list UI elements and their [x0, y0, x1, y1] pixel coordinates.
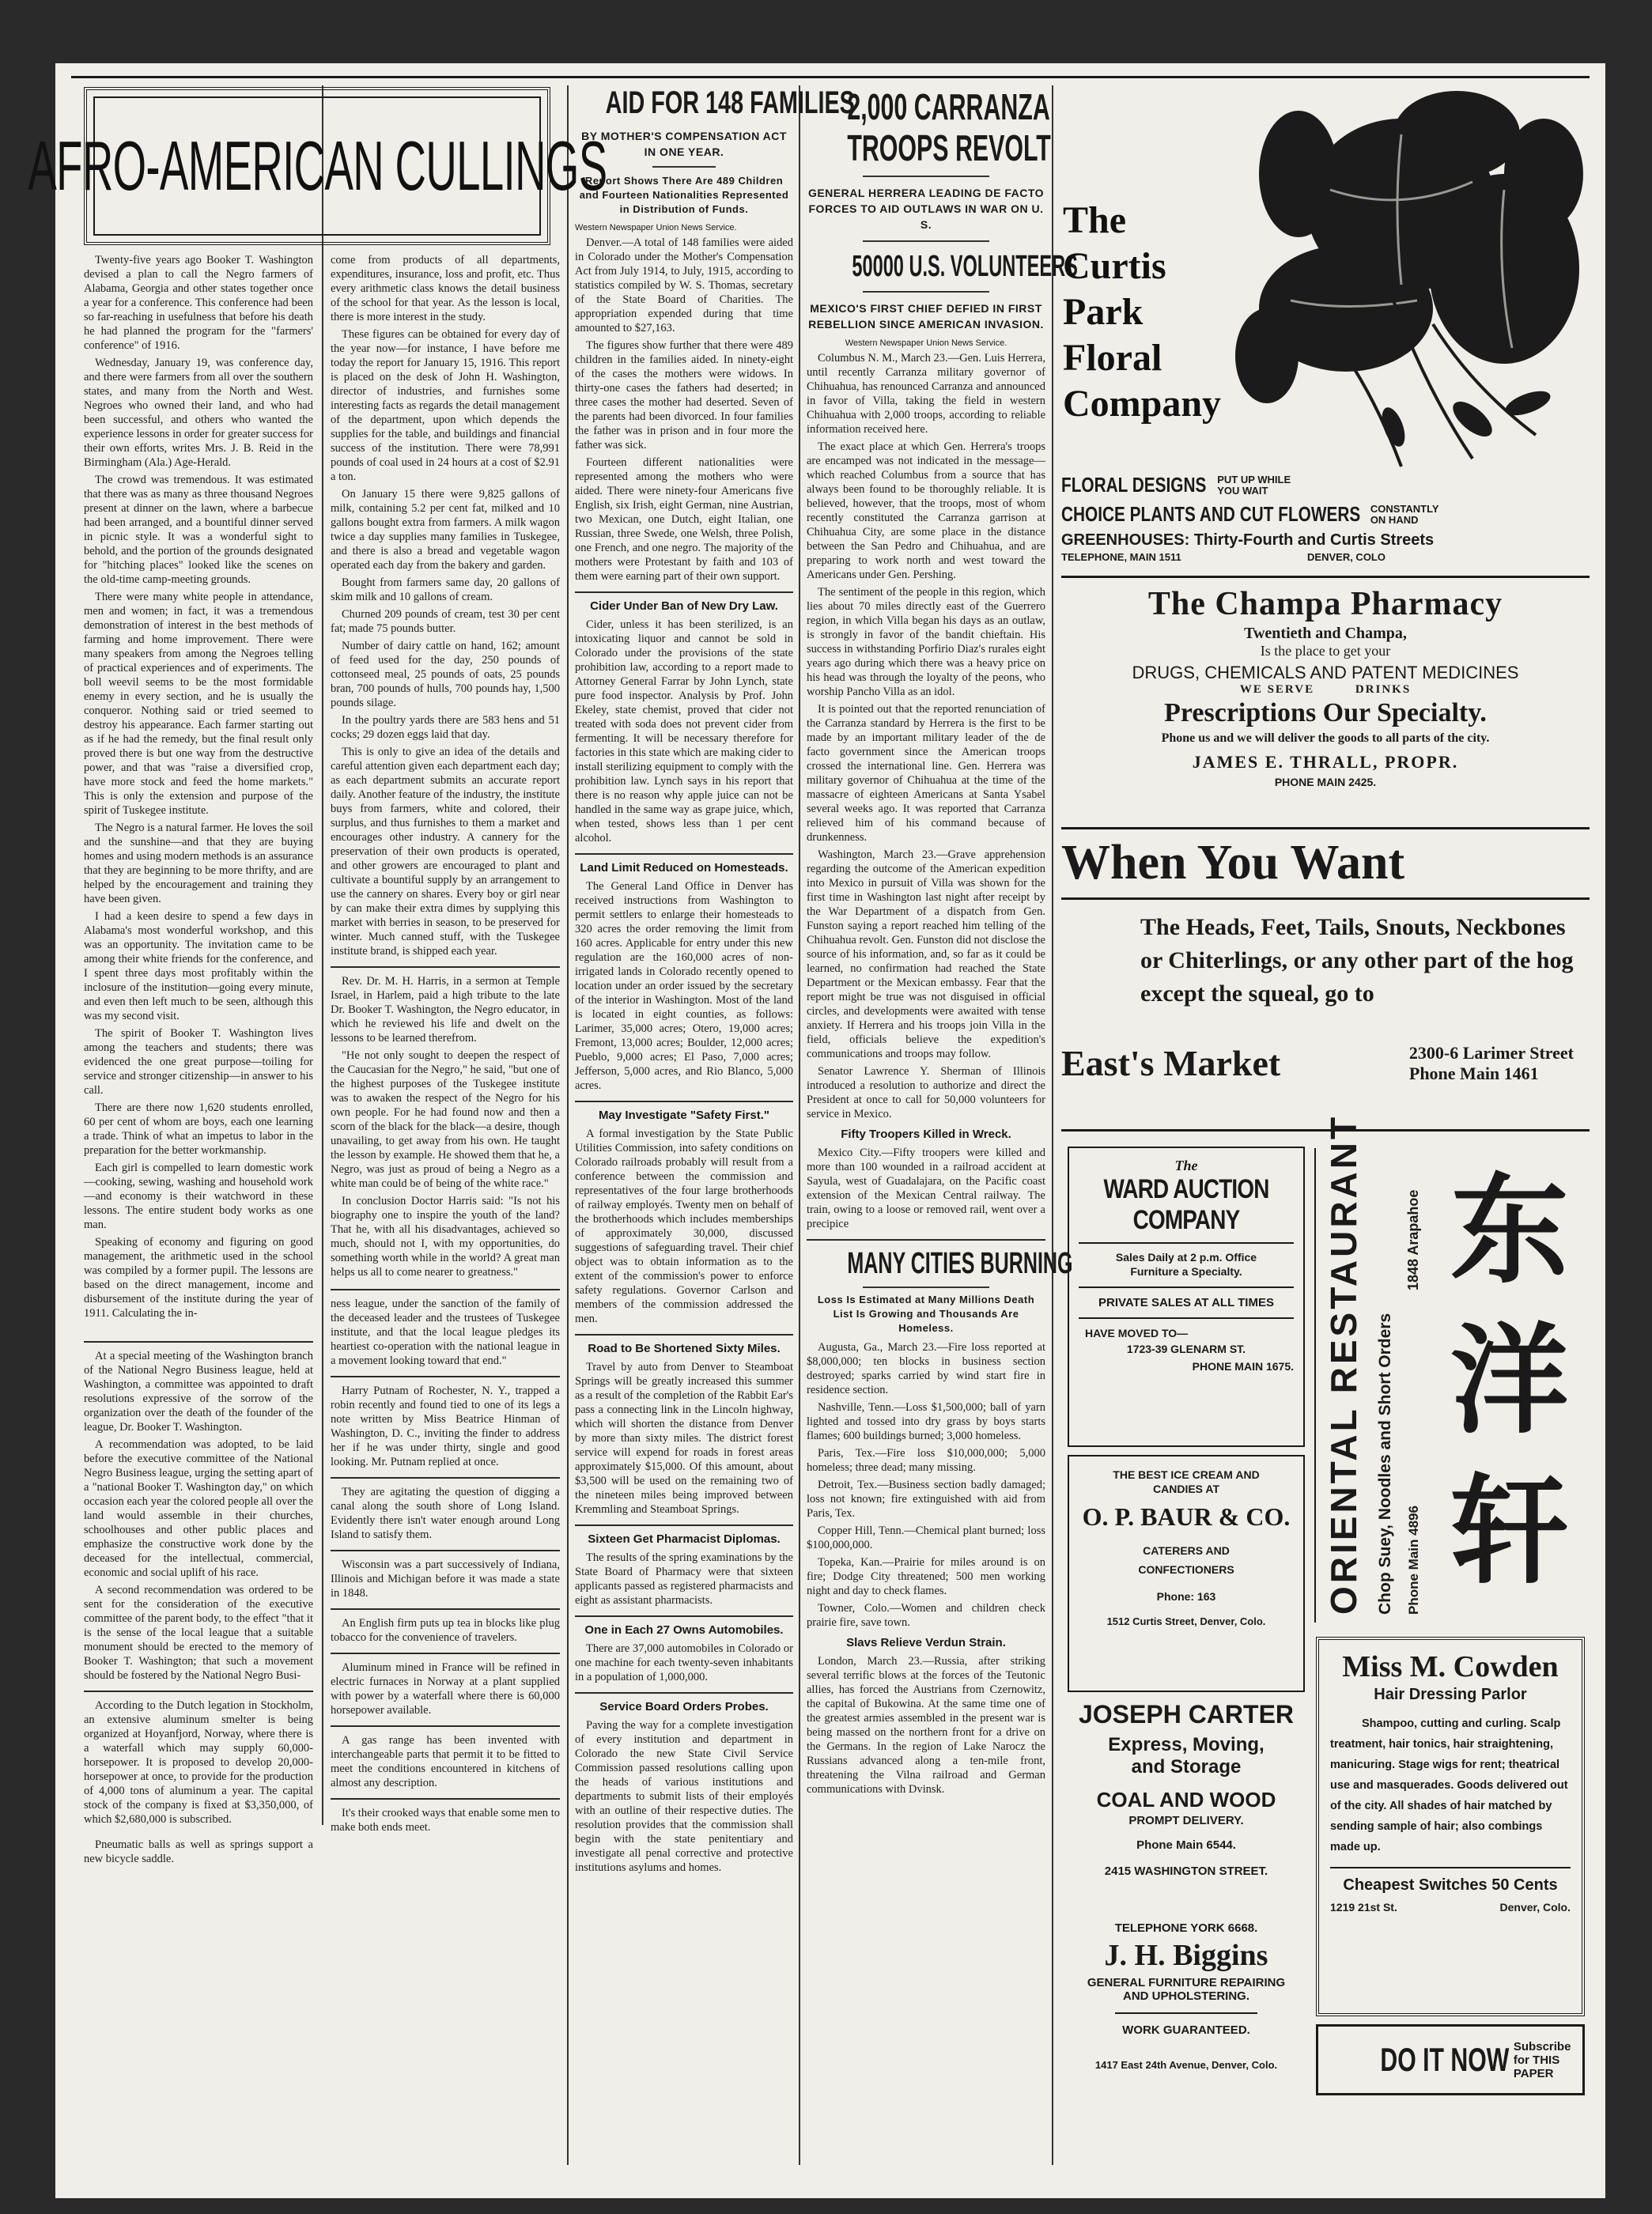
ad-line: CONFECTIONERS — [1138, 1563, 1234, 1576]
article-paragraph: The results of the spring examinations by the State Board of Pharmacy were that sixteen applicants passed as registered pharmacists and eight as assistant pharmacists. — [575, 1551, 793, 1607]
divider — [331, 1289, 560, 1290]
divider — [1061, 576, 1590, 578]
section-subhead: Sixteen Get Pharmacist Diplomas. — [588, 1532, 781, 1546]
ad-chinese-glyph: 东 — [1450, 1162, 1569, 1300]
credit-line: Western Newspaper Union News Service. — [845, 338, 1007, 348]
ad-do-it-now — [1316, 2024, 1585, 2095]
article-paragraph: They are agitating the question of digging a canal along the south shore of Long Island. Evidently there isn't water enough around Long Island to satisfy them. — [331, 1486, 560, 1541]
divider — [575, 1615, 793, 1617]
article-paragraph: The spirit of Booker T. Washington lives among the teachers and students; there was evidenced the one great purpose—toiling for service and stronger citizenship—in answer to his call. — [84, 1027, 313, 1097]
section-subhead: Service Board Orders Probes. — [599, 1700, 769, 1713]
article-paragraph: Paris, Tex.—Fire loss $10,000,000; 5,000 homeless; three dead; many missing. — [807, 1447, 1045, 1474]
ad-oriental-restaurant — [1314, 1113, 1590, 1623]
ad-line: PRIVATE SALES AT ALL TIMES — [1098, 1296, 1274, 1309]
ad-specialty: Prescriptions Our Specialty. — [1164, 698, 1487, 727]
article-paragraph: Paving the way for a complete investigation of every institution and department in Colorado the new State Civil Service Commission passed resolutions calling upon the heads of various institutions and departments to submit lists of their employés with an outline of their respective duties. The resolution provides that the commission shall begin with the state penitentiary and investigate all penal corrective and protective institutions asylums and homes. — [575, 1719, 793, 1874]
ad-price: Cheapest Switches 50 Cents — [1343, 1876, 1558, 1894]
section-subhead: Land Limit Reduced on Homesteads. — [580, 861, 788, 875]
headline-wrap — [575, 85, 855, 123]
article-paragraph: In the poultry yards there are 583 hens and 51 cocks; 29 dozen eggs laid that day. — [331, 714, 560, 741]
ad-jh-biggins — [1068, 1921, 1305, 2127]
article-paragraph: There are 37,000 automobiles in Colorado or one machine for each twenty-seven inhabitants in a population of 1,000,000. — [575, 1642, 793, 1683]
article-paragraph: Senator Lawrence Y. Sherman of Illinois introduced a resolution to authorize and direct the President at once to call for 50,000 volunteers for service in Mexico. — [807, 1065, 1045, 1120]
divider — [331, 1798, 560, 1800]
article-paragraph: Detroit, Tex.—Business section badly damaged; loss not known; fire extinguished with aid from Paris, Tex. — [807, 1479, 1045, 1520]
article-paragraph: There are there now 1,620 students enrolled, 60 per cent of whom are boys, each one learning a trade. Think of what an impetus to labor in the preparation for the better workmanship. — [84, 1101, 313, 1157]
ad-menu: Chop Suey, Noodles and Short Orders — [1376, 1313, 1394, 1615]
article-paragraph: It's their crooked ways that enable some men to make both ends meet. — [331, 1807, 560, 1834]
headline: MANY CITIES BURNING — [847, 1247, 1073, 1280]
ad-greenhouses: GREENHOUSES: Thirty-Fourth and Curtis Streets — [1061, 531, 1435, 549]
ad-phone: PHONE MAIN 1675. — [1192, 1360, 1294, 1373]
article-paragraph: The crowd was tremendous. It was estimated that there was as many as three thousand Negroes present at dinner on the lawn, where a barbecue had been arranged, and a bountiful dinner served in picnic style. It was a wonderful sight to behold, and the portion of the grounds designated for "hitching places" looked like the scenes on the old-time camp-meeting grounds. — [84, 474, 313, 586]
article-paragraph: A second recommendation was ordered to be sent for the consideration of the executive committee of the parent body, to the effect "that it is the sense of the local league that a suitable monument should be erected to the memory of Booker T. Washington; that such a movement should be fostered by the National Negro Busi- — [84, 1584, 313, 1682]
article-paragraph: In conclusion Doctor Harris said: "Is not his biography one to inspire the youth of the land? That he, with all his disadvantages, achieved so much, should not I, with my opportunities, do something worth while in the world? A great man helps us all to come nearer to greatness." — [331, 1195, 560, 1279]
article-paragraph: Each girl is compelled to learn domestic work—cooking, sewing, washing and household work—and economy is their watchword in these lessons. The entire student body works as one man. — [84, 1162, 313, 1231]
divider — [331, 1550, 560, 1551]
subheadline: GENERAL HERRERA LEADING DE FACTO FORCES TO AID OUTLAWS IN WAR ON U. S. — [807, 187, 1045, 231]
column-2 — [331, 253, 560, 2198]
ad-city: Denver, Colo. — [1499, 1901, 1571, 1914]
column-4 — [807, 85, 1078, 2198]
ad-line: Sales Daily at 2 p.m. Office Furniture a Specialty. — [1115, 1251, 1257, 1278]
ad-champa-pharmacy — [1061, 585, 1590, 822]
ad-small-text: PUT UP WHILE — [1217, 473, 1291, 485]
ad-floral-designs: FLORAL DESIGNS — [1061, 473, 1207, 497]
article-paragraph: Denver.—A total of 148 families were aided in Colorado under the Mother's Compensation Act from July 1914, to July, 1915, according to statistics compiled by W. S. Thomas, secretary of the State Board of Charities. The appropriation expended during that time amounted to $27,163. — [575, 236, 793, 334]
column-3 — [575, 85, 855, 2198]
ad-do-it-now-small: for THIS — [1513, 2053, 1560, 2067]
ad-name-line: Curtis — [1063, 245, 1166, 287]
article-paragraph: On January 15 there were 9,825 gallons of milk, containing 5.2 per cent fat, milked and 10 gallons bought extra from farmers. A milk wagon twice a day supplies many families in Tuskegee, and there is also a bread and vegetable wagon operated each day from the bakery and garden. — [331, 488, 560, 572]
article-paragraph: An English firm puts up tea in blocks like plug tobacco for the convenience of travelers. — [331, 1617, 560, 1644]
ad-address: 1512 Curtis Street, Denver, Colo. — [1106, 1615, 1266, 1627]
column-1 — [84, 253, 313, 2198]
article-paragraph: Pneumatic balls as well as springs support a new bicycle saddle. — [84, 1838, 313, 1865]
ad-line: THE BEST ICE CREAM AND CANDIES AT — [1113, 1468, 1260, 1495]
ad-small-text: CONSTANTLY — [1370, 502, 1439, 515]
ad-subtitle: Hair Dressing Parlor — [1374, 1686, 1527, 1703]
article-paragraph: Churned 209 pounds of cream, test 30 per cent fat; made 75 pounds butter. — [331, 608, 560, 635]
headline-wrap — [807, 127, 1051, 171]
article-paragraph: Topeka, Kan.—Prairie for miles around is on fire; Dodge City threatened; 500 men working night and day to check flames. — [807, 1556, 1045, 1597]
ad-title: J. H. Biggins — [1104, 1939, 1268, 1972]
subheadline: Loss Is Estimated at Many Millions Death List Is Growing and Thousands Are Homeless. — [817, 1294, 1035, 1334]
divider — [863, 240, 989, 242]
ad-line: Express, Moving, — [1108, 1734, 1265, 1755]
headline: AID FOR 148 FAMILIES — [605, 85, 855, 120]
article-paragraph: Washington, March 23.—Grave apprehension regarding the outcome of the American expedition into Mexico in pursuit of Villa was shown for the first time in Washington last night after receipt by the War Department of a dispatch from Gen. Funston saying a report reached him telling of the Chihuahua revolt. Gen. Funston did not disclose the source of his information, and, so far as it could be learned, no confirmation had reached the State Department or the Mexican embassy. Fear that the report might be true was not disguised in official circles, and developments were awaited with tense anxiety. If Herrera and his troops join Villa in the field, officials believe the expedition's communications and troops may follow. — [807, 848, 1045, 1060]
ad-line: WE SERVE DRINKS — [1239, 683, 1412, 696]
ad-curtis-park-floral — [1061, 87, 1590, 569]
article-paragraph: Travel by auto from Denver to Steamboat Springs will be greatly increased this summer as a result of the completion of the Rabbit Ear's pass a connecting link in the Lincoln highway, which will shorten the distance from Denver by more than sixty miles. The district forest service will expend for roads in forest areas approximately $15,000. Of this amount, about $3,500 will be used on the remaining two of the nineteen miles being improved between Kremmling and Steamboat Springs. — [575, 1361, 793, 1516]
divider — [331, 1725, 560, 1727]
column-rule — [799, 85, 800, 2165]
headline-wrap — [807, 85, 1050, 127]
article-paragraph: It is pointed out that the reported renunciation of the Carranza standard by Herrera is the first to be made by an important military leader of the de facto government since the American troops crossed the international line. Gen. Herrera was military governor of Chihuahua at the time of the massacre of eighteen Americans at Santa Ysabel several weeks ago. It was reported that Carranza relieved him of his command because of drunkenness. — [807, 703, 1045, 844]
ad-title: WARD AUCTION — [1103, 1174, 1269, 1204]
ad-line: GENERAL FURNITURE REPAIRING — [1087, 1976, 1286, 1989]
ad-address: 1219 21st St. — [1330, 1901, 1397, 1914]
ad-line: HAVE MOVED TO— — [1085, 1327, 1189, 1339]
divider — [652, 166, 716, 168]
ad-op-baur — [1068, 1455, 1305, 1692]
article-paragraph: Mexico City.—Fifty troopers were killed and more than 100 wounded in a railroad accident at Sayula, west of Guadalajara, on the Pacific coast extension of the Mexican Central railway. The train, owing to a loose or removed rail, went over a precipice — [807, 1147, 1045, 1230]
article-paragraph: Nashville, Tenn.—Loss $1,500,000; ball of yarn lighted and tossed into dry grass by boys starts flames; 600 buildings burned; 3,000 homeless. — [807, 1401, 1045, 1442]
article-paragraph: Harry Putnam of Rochester, N. Y., trapped a robin recently and found tied to one of its legs a note written by Miss Beatrice Hinman of Washington, D. C., inviting the finder to address her if he was under thirty, single and good looking. Mr. Putnam replied at once. — [331, 1385, 560, 1468]
ad-phone: Phone Main 6544. — [1136, 1838, 1236, 1852]
column-rule — [322, 85, 323, 1825]
article-paragraph: I had a keen desire to spend a few days in Alabama's most wonderful workshop, and this was an opportunity. The invitation came to be among their white friends for the conference, and I spent three days most profitably within the inclosure of the institution—going every minute, and even then left much to be seen, although this was my second visit. — [84, 910, 313, 1022]
divider — [331, 1477, 560, 1479]
article-paragraph: ness league, under the sanction of the family of the deceased leader and the trustees of Tuskegee institute, and that the local league pledges its heartiest co-operation with the national league in a movement looking toward that end." — [331, 1298, 560, 1367]
ad-line: WORK GUARANTEED. — [1122, 2023, 1250, 2037]
divider — [575, 1334, 793, 1336]
article-paragraph: A gas range has been invented with interchangeable parts that permit it to be fitted to meet the conditions encountered in kitchens of almost any description. — [331, 1734, 560, 1789]
headline-wrap — [807, 250, 1078, 286]
ad-owner: JAMES E. THRALL, PROPR. — [1192, 752, 1459, 772]
divider — [575, 1692, 793, 1694]
article-paragraph: Augusta, Ga., March 23.—Fire loss reported at $8,000,000; ten blocks in business section destroyed; sparks carried by wind start fire in residence section. — [807, 1341, 1045, 1396]
article-paragraph: Speaking of economy and figuring on good management, the arithmetic used in the school was compiled by a former pupil. The lessons are based on the direct management, income and disbursement of the institute during the year of 1911. Calculating the in- — [84, 1236, 313, 1320]
divider — [575, 853, 793, 855]
article-paragraph: Number of dairy cattle on hand, 162; amount of feed used for the day, 250 pounds of cottonseed meal, 25 pounds of oats, 25 pounds bran, 700 pounds of hulls, 700 pounds hay, 1,500 pounds silage. — [331, 640, 560, 709]
divider — [575, 1101, 793, 1102]
ad-line: AND UPHOLSTERING. — [1122, 1989, 1249, 2003]
ad-chinese-glyph: 洋 — [1450, 1313, 1569, 1450]
article-paragraph: At a special meeting of the Washington branch of the National Negro Business league, held at Washington, a committee was appointed to draft resolutions expressive of the sorrow of the organization over the death of the founder of the league, Dr. Booker T. Washington. — [84, 1350, 313, 1434]
ad-address: 2415 WASHINGTON STREET. — [1104, 1865, 1268, 1878]
ad-address: 1417 East 24th Avenue, Denver, Colo. — [1094, 2059, 1278, 2071]
ad-do-it-now-small: PAPER — [1513, 2066, 1554, 2080]
ad-line: Phone us and we will deliver the goods to all parts of the city. — [1161, 731, 1490, 745]
article-paragraph: Towner, Colo.—Women and children check prairie fire, save town. — [807, 1602, 1045, 1629]
ad-line: Twentieth and Champa, — [1244, 625, 1407, 642]
ad-title: COMPANY — [1132, 1205, 1240, 1235]
credit-line: Western Newspaper Union News Service. — [575, 223, 737, 232]
article-paragraph: According to the Dutch legation in Stockholm, an extensive aluminum smelter is being organized at Hoyanfjord, Norway, where there is a waterfall which may supply 60,000-horsepower. It is proposed to develop 20,000-horsepower at once, to provide for the production of 4,000 tons of aluminum a year. The capital stock of the company is fixed at $3,350,000, of which $2,680,000 is subscribed. — [84, 1699, 313, 1826]
article-paragraph: The Negro is a natural farmer. He loves the soil and the sunshine—and that they are buying homes and using modern methods is an assurance that they are beginning to be more thrifty, and are helped by the encouragement and training they have been given. — [84, 822, 313, 905]
ad-choice-plants: CHOICE PLANTS AND CUT FLOWERS — [1061, 502, 1361, 526]
article-paragraph: Wednesday, January 19, was conference day, and there were farmers from all over the southern states, and many from the North and West. Negroes who owned their land, and who had been successful, and others who wanted the experience lessons in order for greater success for their own efforts, writes Mrs. J. B. Reid in the Birmingham (Ala.) Age-Herald. — [84, 357, 313, 469]
headline: 50000 U.S. VOLUNTEERS — [852, 250, 1078, 283]
ad-joseph-carter — [1068, 1700, 1305, 1906]
ad-title: Miss M. Cowden — [1342, 1650, 1559, 1683]
ad-phone: PHONE MAIN 2425. — [1274, 776, 1377, 788]
ad-title: The Champa Pharmacy — [1147, 586, 1503, 622]
section-subhead: Slavs Relieve Verdun Strain. — [846, 1636, 1006, 1649]
divider — [331, 1376, 560, 1377]
ad-line: COAL AND WOOD — [1096, 1788, 1276, 1812]
section-subhead: Fifty Troopers Killed in Wreck. — [841, 1128, 1011, 1141]
divider — [1061, 827, 1590, 829]
ad-address: 2300-6 Larimer Street — [1408, 1042, 1574, 1063]
headline: TROOPS REVOLT — [847, 127, 1051, 168]
divider — [84, 1341, 313, 1343]
section-subhead: Cider Under Ban of New Dry Law. — [590, 599, 778, 613]
divider — [575, 591, 793, 593]
ad-phone: Phone Main 4896 — [1406, 1506, 1421, 1615]
article-paragraph: Fourteen different nationalities were represented among the mothers who were aided. There were ninety-four Americans five English, six Irish, eight German, nine Austrian, two Mexican, one Dutch, eight Italian, one Russian, three Swede, one Welsh, three Polish, one French, and one negro. The majority of the mothers were Protestant by faith and 103 of them were earning part of their own support. — [575, 456, 793, 583]
article-paragraph: Twenty-five years ago Booker T. Washington devised a plan to call the Negro farmers of Alabama, Georgia and other states together once a year for a conference. This conference had been so far-reaching in usefulness that before his death he had planned the program for the "farmers' conference" of 1916. — [84, 254, 313, 352]
masthead-title: AFRO-AMERICAN CULLINGS — [27, 127, 607, 205]
ad-market-name: East's Market — [1061, 1043, 1281, 1083]
article-paragraph: Cider, unless it has been sterilized, is an intoxicating liquor and cannot be sold in Colorado under the provisions of the state prohibition law, according to a report made to Attorney General Farrar by John Lynch, state pure food inspector. Analysis by Prof. John Ekeley, state chemist, proved that cider not treated with soda does not prevent cider from fermenting. It will be necessary therefore for factories in this state which are making cider to install sterilizing equipment to comply with the prohibition law. Lynch says in his report that there is no reason why apple juice can not be handled in the same way as grape juice, which, when tested, shows less than 1 per cent alcohol. — [575, 618, 793, 844]
ad-do-it-now-small: Subscribe — [1513, 2039, 1571, 2053]
newspaper-page — [27, 63, 1605, 2198]
ad-the: The — [1174, 1158, 1198, 1173]
ad-chinese-glyph: 轩 — [1450, 1463, 1569, 1600]
divider — [84, 1691, 313, 1692]
subheadline: BY MOTHER'S COMPENSATION ACT IN ONE YEAR. — [581, 130, 787, 158]
article-paragraph: London, March 23.—Russia, after striking several terrific blows at the forces of the Teutonic allies, has forced the Austrians from Czernowitz, the capital of Bukowina. At the same time one of the greatest armies assembled in the present war is being massed on the northern front for a drive on the Germans. In the region of Lake Narocz the Russians advanced along a ten-mile front, threatening the Vilna railroad and German communications with Dvinsk. — [807, 1655, 1045, 1796]
article-paragraph: Aluminum mined in France will be refined in electric furnaces in Norway at a plant supplied with power by a waterfall where there is 60,000 horsepower available. — [331, 1661, 560, 1717]
ad-body: Shampoo, cutting and curling. Scalp treatment, hair tonics, hair straightening, manicuring. Stage wigs for rent; theatrical use and masquerades. Goods delivered out of the city. All shades of hair matched by sending sample of hair; also combings made up. — [1330, 1717, 1568, 1853]
top-rule — [71, 76, 1590, 78]
ad-city: DENVER, COLO — [1307, 551, 1385, 563]
ad-headline: When You Want — [1061, 836, 1405, 890]
article-paragraph: A recommendation was adopted, to be laid before the executive committee of the National Negro Business league, urging the setting apart of a "national Booker T. Washington day," on which occasion each year the colored people all over the land would assemble in their churches, schoolhouses and other public places and emphasize the constructive work done by the deceased for the intellectual, commercial, economic and social uplift of his race. — [84, 1438, 313, 1579]
ad-title: JOSEPH CARTER — [1078, 1700, 1295, 1729]
article-paragraph: "He not only sought to deepen the respect of the Caucasian for the Negro," he said, "but one of the highest purposes of the Tuskegee institute was to awaken the respect of the Negro for his own people. For he had found now and then a scorn of the black for the black—a desire, though unavailing, to get away from his own. He taught the lesson by example. He showed them that he, a Negro, was just as proud of being a Negro as a white man could be of being of the white race." — [331, 1049, 560, 1190]
ad-line: TELEPHONE YORK 6668. — [1114, 1921, 1258, 1935]
ad-name-line: Company — [1063, 383, 1222, 425]
section-subhead: One in Each 27 Owns Automobiles. — [584, 1623, 784, 1637]
ad-small-text: YOU WAIT — [1217, 484, 1268, 497]
ad-ward-auction — [1068, 1147, 1305, 1447]
section-subhead: May Investigate "Safety First." — [599, 1109, 769, 1122]
article-paragraph: A formal investigation by the State Public Utilities Commission, into safety conditions on Colorado railroads probably will result from a conference between the commission and representatives of the four large brotherhoods of railway employés. Twenty men on behalf of the brotherhoods which includes memberships of approximately 30,000, discussed suggestions of safeguarding travel. Their chief object was to obtain information as to the extent of the commission's power to enforce safety regulations. Governor Carlson and members of the commission addressed the men. — [575, 1128, 793, 1325]
ad-name-line: Floral — [1063, 337, 1162, 379]
ad-small-text: ON HAND — [1370, 513, 1419, 526]
ad-miss-cowden — [1316, 1637, 1585, 2016]
article-paragraph: Columbus N. M., March 23.—Gen. Luis Herrera, until recently Carranza military governor of Chihuahua, has renounced Carranza and announced in favor of Villa, taking the field in western Chihuahua with 2,000 troops, according to reliable information received here. — [807, 352, 1045, 436]
article-paragraph: This is only to give an idea of the details and careful attention given each department each day; as each department submits an accurate report daily. Another feature of the industry, the institute buys from farmers, white and colored, their surplus, and thus furnishes to them a market and encourages other industry. A cannery for the preservation of their own products is operated, and other growers are encouraged to plant and cultivate a bountiful supply by an arrangement to use the cannery on shares. Every boy or girl near by can make their extra dimes by supplying this market with berries in season, to be preserved for winter. Much canned stuff, with the Tuskegee institute brand, is shipped each year. — [331, 746, 560, 958]
ad-title: O. P. BAUR & CO. — [1082, 1502, 1291, 1531]
divider — [575, 1524, 793, 1526]
subheadline: Report Shows There Are 489 Children and Fourteen Nationalities Represented in Distribution of Funds. — [579, 175, 789, 215]
divider — [331, 1608, 560, 1610]
ad-restaurant-name: ORIENTAL RESTAURANT — [1323, 1113, 1364, 1615]
article-paragraph: Copper Hill, Tenn.—Chemical plant burned; loss $100,000,000. — [807, 1524, 1045, 1551]
divider — [863, 291, 989, 293]
divider — [863, 176, 989, 177]
article-paragraph: Bought from farmers same day, 20 gallons of skim milk and 10 gallons of cream. — [331, 576, 560, 603]
ad-name-line: The — [1063, 199, 1127, 241]
article-paragraph: come from products of all departments, expenditures, insurance, loss and profit, etc. Thus every arithmetic class knows the detail business of the school for that year. As the lesson is local, there is more interest in the study. — [331, 254, 560, 323]
ad-phone: Phone: 163 — [1156, 1590, 1216, 1603]
divider — [863, 1286, 989, 1288]
article-paragraph: Wisconsin was a part successively of Indiana, Illinois and Michigan before it was made a state in 1848. — [331, 1558, 560, 1600]
divider — [807, 1239, 1045, 1241]
subheadline: MEXICO'S FIRST CHIEF DEFIED IN FIRST REBELLION SINCE AMERICAN INVASION. — [808, 302, 1044, 331]
article-paragraph: There were many white people in attendance, men and women; in fact, it was a tremendous demonstration of interest in the best methods of farming and home improvement. There were many speakers from among the Negroes telling of practical experiences and of experiments. The boll weevil seems to be the most formidable enemy in every section, and he is usually the conqueror. Nothing said or tried seemed to destroy his appearance. Each farmer starting out as if he had the remedy, but the final result only proved there is but one way from the destructive power, and that was "raise a diversified crop, have more stock and feed the home markets." This is only the extension and purpose of the spirit of Tuskegee institute. — [84, 591, 313, 817]
article-paragraph: The exact place at which Gen. Herrera's troops are encamped was not indicated in the message—which reached Columbus from a source that has always been found to be thoroughly reliable. It is believed, however, that the troops, most of whom recently constituted the Carranza garrison at Chihuahua City, are some place in the distance between the San Pedro and Chihuahua, and are preparing to work north and west toward the Americans under Gen. Pershing. — [807, 440, 1045, 581]
ad-line: DRUGS, CHEMICALS AND PATENT MEDICINES — [1132, 663, 1519, 682]
section-subhead: Road to Be Shortened Sixty Miles. — [588, 1342, 781, 1355]
divider — [331, 966, 560, 968]
headline-wrap — [807, 1247, 1073, 1282]
column-rule — [1052, 85, 1053, 2165]
ad-phone: Phone Main 1461 — [1408, 1063, 1539, 1083]
column-rule — [567, 85, 569, 2165]
article-paragraph: The General Land Office in Denver has received instructions from Washington to permit settlers to enlarge their homesteads to 320 acres the order removing the limit from 160 acres. Applicable for entry under this new regulation are the 160,000 acres of non-irrigated lands in Colorado recently opened to location under an order issued by the secretary of the interior in Washington. Most of the land is located in eight counties, as follows: Larimer, 35,000 acres; Otero, 19,000 acres; Fremont, 13,000 acres; Boulder, 12,000 acres; Pueblo, 9,000 acres; El Paso, 7,000 acres; Jefferson, 5,000 acres, and Rio Blanco, 5,000 acres. — [575, 880, 793, 1092]
ad-address: 1848 Arapahoe — [1405, 1189, 1421, 1290]
ad-line: PROMPT DELIVERY. — [1128, 1814, 1244, 1827]
headline: 2,000 CARRANZA — [847, 86, 1050, 127]
ad-line: Is the place to get your — [1260, 643, 1391, 659]
divider — [331, 1653, 560, 1654]
article-paragraph: The figures show further that there were 489 children in the families aided. In ninety-eight of the cases the mothers were widows. In thirty-one cases the fathers had deserted; in three cases the mother had deserted. Seven of the parents had been divorced. In four families the father was in prison and in four more the father was sick. — [575, 339, 793, 451]
masthead-box — [27, 87, 607, 245]
article-paragraph: Rev. Dr. M. H. Harris, in a sermon at Temple Israel, in Harlem, paid a high tribute to the late Dr. Booker T. Washington, the Negro educator, in which he reviewed his life and dwelt on the lessons to be learned therefrom. — [331, 975, 560, 1045]
ad-phone: TELEPHONE, MAIN 1511 — [1061, 551, 1181, 563]
ad-name-line: Park — [1063, 291, 1144, 333]
ad-body: The Heads, Feet, Tails, Snouts, Neckbones or Chiterlings, or any other part of the hog except the squeal, go to — [1140, 914, 1574, 1007]
ad-do-it-now-big: DO IT NOW — [1379, 2041, 1509, 2078]
ad-line: and Storage — [1131, 1756, 1242, 1778]
ad-line: 1723-39 GLENARM ST. — [1126, 1343, 1246, 1355]
article-paragraph: These figures can be obtained for every day of the year now—for instance, I have before me today the report for January 15, 1916. This report is placed on the desk of John H. Washington, director of industries, and furnishes some interesting facts as regards the detail management of the department, upon which depends the supplies for the table, and buildings and financial success of the institution. There were 78,991 pounds of coal used in 24 hours at a cost of $2.91 a ton. — [331, 328, 560, 483]
article-paragraph: The sentiment of the people in this region, which lies about 70 miles directly east of the Guerrero region, in which Villa began his days as an outlaw, is strongly in favor of the bandit chieftain. His success in withstanding Porfirio Diaz's rurales eight years ago during which there was a heavy price on his head was through the loyalty of the peons, who worship Pancho Villa as an idol. — [807, 586, 1045, 698]
ad-line: CATERERS AND — [1143, 1544, 1230, 1557]
